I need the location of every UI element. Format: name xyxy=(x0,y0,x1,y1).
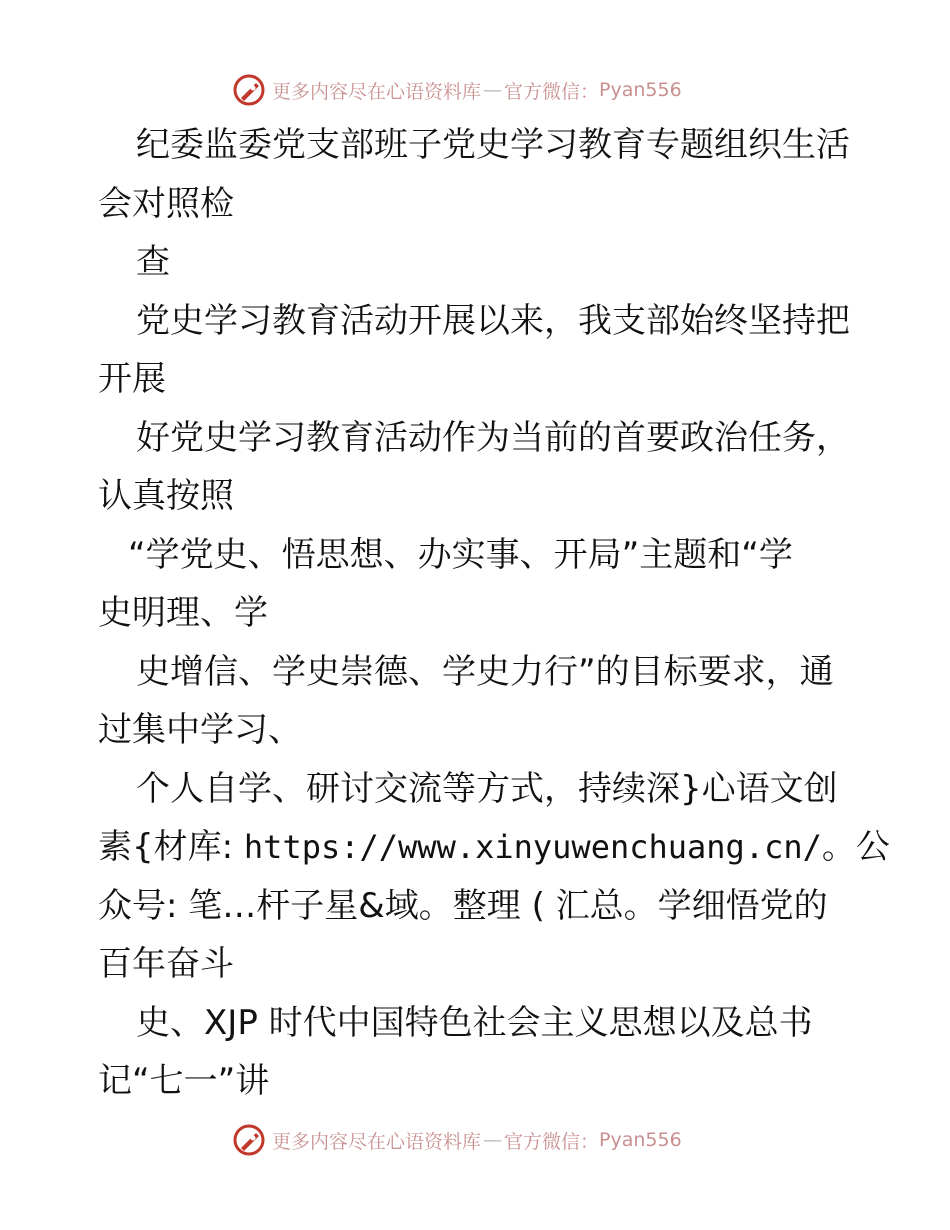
paragraph-line: 开展 xyxy=(98,359,166,399)
website-url: https://www.xinyuwenchuang.cn/ xyxy=(243,828,822,866)
url-prefix-text: 素{材库: xyxy=(98,827,244,867)
paragraph-line: 百年奋斗 xyxy=(98,944,234,984)
url-suffix-text: 。公 xyxy=(821,827,890,867)
pen-logo-icon xyxy=(232,73,266,107)
watermark-wechat-id: Pyan556 xyxy=(599,79,682,101)
paragraph-line: 个人自学、研讨交流等方式，持续深}心语文创 xyxy=(136,768,838,809)
watermark-text: 更多内容尽在心语资料库 xyxy=(272,80,482,103)
document-body xyxy=(98,116,890,1111)
watermark-dash: — xyxy=(483,1129,503,1151)
paragraph-line: 史增信、学史崇德、学史力行”的目标要求，通 xyxy=(136,651,834,692)
watermark-wechat-id: Pyan556 xyxy=(599,1129,682,1151)
header-watermark xyxy=(232,72,682,108)
paragraph-line: “学党史、悟思想、办实事、开局”主题和“学 xyxy=(128,534,793,575)
paragraph-line: 党史学习教育活动开展以来，我支部始终坚持把 xyxy=(136,300,850,341)
watermark-wechat-label: 官方微信： xyxy=(504,80,600,103)
paragraph-line-with-url xyxy=(98,818,890,877)
paragraph-line: 众号: 笔…杆子星&域。整理 ( 汇总。学细悟党的 xyxy=(98,885,828,926)
paragraph-line: 好党史学习教育活动作为当前的首要政治任务， xyxy=(136,417,850,458)
document-title-line-1: 纪委监委党支部班子党史学习教育专题组织生活 xyxy=(136,125,850,165)
document-title-line-3: 查 xyxy=(136,242,170,282)
pen-logo-icon xyxy=(232,1123,266,1157)
paragraph-line: 史、XJP 时代中国特色社会主义思想以及总书 xyxy=(136,1002,813,1043)
paragraph-line: 记“七一”讲 xyxy=(98,1061,270,1101)
watermark-dash: — xyxy=(483,79,503,101)
paragraph-line: 过集中学习、 xyxy=(98,710,302,750)
document-title-line-2: 会对照检 xyxy=(98,183,234,224)
footer-watermark xyxy=(232,1122,682,1158)
paragraph-line: 认真按照 xyxy=(98,476,234,516)
watermark-text: 更多内容尽在心语资料库 xyxy=(272,1130,482,1153)
watermark-wechat-label: 官方微信： xyxy=(504,1130,600,1153)
paragraph-line: 史明理、学 xyxy=(98,593,268,633)
